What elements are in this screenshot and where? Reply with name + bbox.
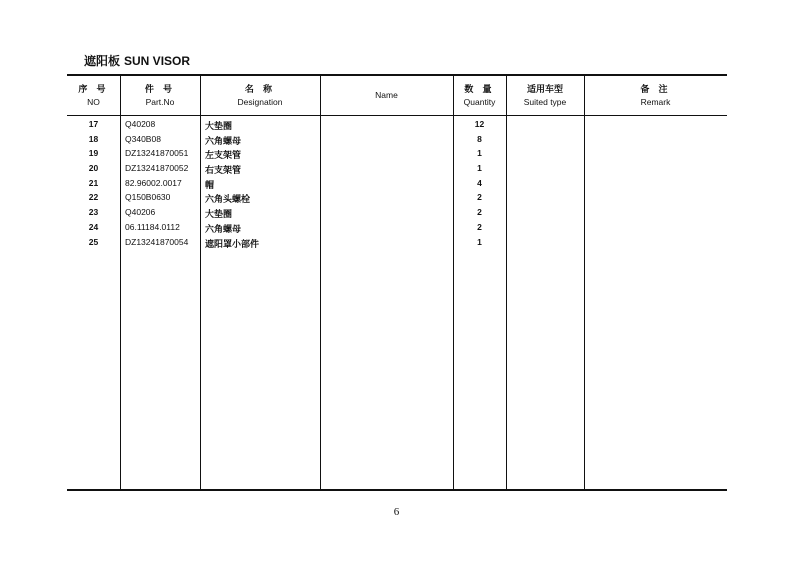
row-quantity: 1: [477, 148, 482, 159]
header-suited-type: [506, 76, 584, 115]
row-designation: 六角螺母: [205, 136, 242, 147]
row-part-no: DZ13241870054: [125, 236, 189, 247]
row-quantity: 12: [474, 119, 485, 129]
header-suited-en: Suited type: [523, 97, 567, 107]
table-row: [67, 222, 727, 237]
table-row: [67, 134, 727, 149]
header-remark: [584, 76, 727, 115]
header-suited-zh: 适用车型: [526, 85, 563, 95]
row-quantity: 2: [477, 192, 482, 203]
row-part-no: DZ13241870052: [125, 163, 189, 174]
row-part-no: 06.11184.0112: [125, 221, 180, 232]
table-row: [67, 119, 727, 134]
row-no: 20: [88, 163, 99, 174]
row-quantity: 8: [477, 133, 482, 144]
row-part-no: 82.96002.0017: [125, 177, 182, 188]
header-remark-zh: 备 注: [640, 85, 671, 95]
header-part-zh: 件 号: [144, 85, 176, 95]
header-part: [120, 76, 200, 115]
row-designation: 帽: [205, 180, 215, 191]
header-name: [320, 76, 453, 115]
row-part-no: Q150B0630: [125, 192, 171, 203]
row-no: 23: [88, 207, 99, 218]
row-no: 25: [88, 236, 99, 247]
row-quantity: 2: [477, 221, 482, 232]
row-quantity: 1: [477, 236, 482, 247]
header-quantity: [453, 76, 506, 115]
table-row: [67, 148, 727, 163]
row-quantity: 1: [477, 163, 482, 174]
header-no-zh: 序 号: [78, 85, 109, 95]
row-designation: 大垫圈: [205, 122, 233, 132]
header-name-en: Name: [375, 90, 398, 100]
header-no: [67, 76, 120, 115]
row-designation: 遮阳罩小部件: [205, 239, 260, 250]
row-quantity: 2: [477, 207, 482, 218]
header-part-en: Part.No: [145, 97, 175, 107]
header-designation-zh: 名 称: [244, 85, 276, 95]
row-part-no: Q40206: [125, 207, 156, 218]
row-part-no: Q40208: [125, 119, 156, 129]
row-no: 21: [88, 177, 99, 188]
row-designation: 右支架管: [205, 166, 242, 177]
table-row: [67, 207, 727, 222]
header-no-en: NO: [87, 97, 100, 107]
row-part-no: Q340B08: [125, 133, 161, 144]
header-remark-en: Remark: [640, 97, 671, 107]
table-row: [67, 192, 727, 207]
row-part-no: DZ13241870051: [125, 148, 189, 159]
table-bottom-rule: [67, 489, 727, 491]
row-designation: 六角螺母: [205, 224, 242, 235]
row-designation: 左支架管: [205, 151, 242, 162]
header-designation-en: Designation: [237, 97, 283, 107]
parts-table-body: [67, 119, 727, 251]
table-row: [67, 178, 727, 193]
page-title: [84, 52, 190, 69]
header-designation: [200, 76, 320, 115]
row-designation: 大垫圈: [205, 210, 233, 221]
row-no: 24: [88, 221, 99, 232]
row-quantity: 4: [477, 177, 482, 188]
header-rule: [67, 115, 727, 116]
header-quantity-en: Quantity: [463, 97, 496, 107]
page-number: 6: [393, 506, 400, 518]
title-en: SUN VISOR: [124, 54, 191, 68]
row-no: 18: [88, 133, 99, 144]
table-row: [67, 163, 727, 178]
row-designation: 六角头螺栓: [205, 195, 251, 206]
row-no: 22: [88, 192, 99, 203]
row-no: 19: [88, 148, 99, 159]
title-zh: 遮阳板: [84, 54, 121, 68]
header-quantity-zh: 数 量: [464, 85, 495, 95]
table-row: [67, 237, 727, 252]
row-no: 17: [88, 119, 99, 129]
